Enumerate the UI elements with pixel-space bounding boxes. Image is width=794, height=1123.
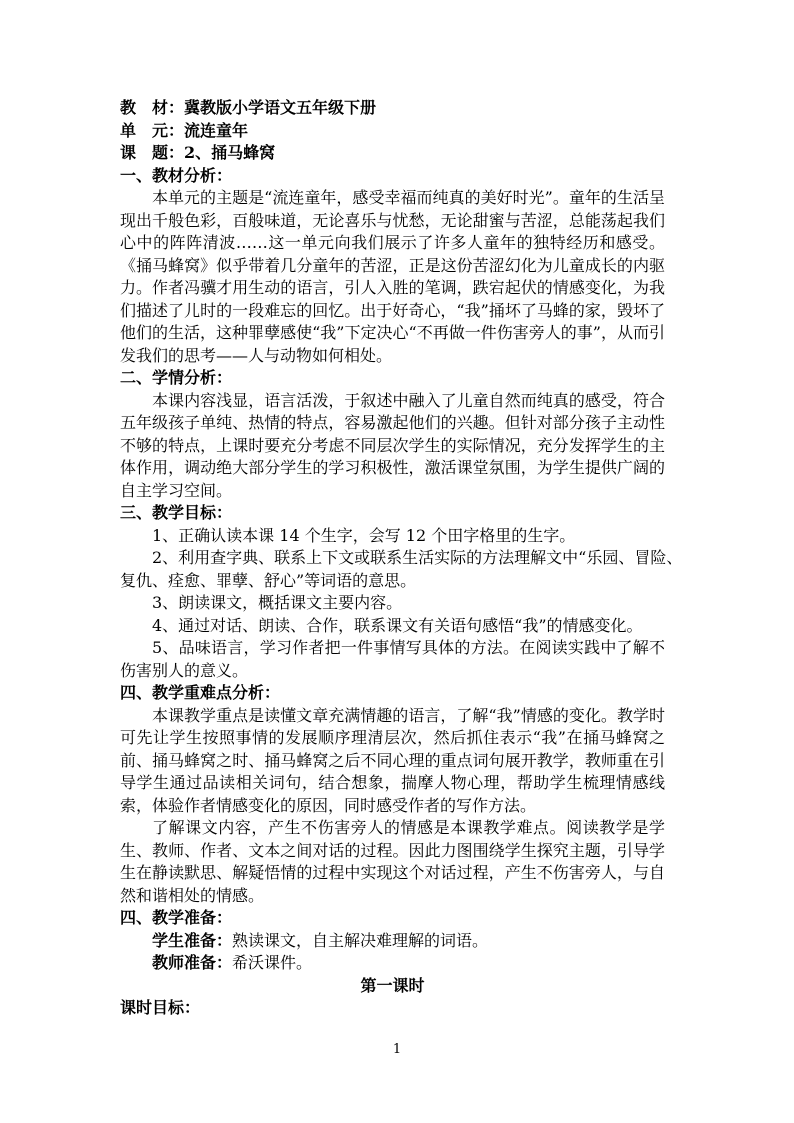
key-points-paragraph: 本课教学重点是读懂文章充满情趣的语言，了解“我”情感的变化。教学时可先让学生按照事情的发展顺序理清层次，然后抓住表示“我”在捅马蜂窝之前、捅马蜂窝之时、捅马蜂窝之后不同心理的重点词句展开教学，教师重在引导学生通过品读相关词句，结合想象，揣摩人物心理，帮助学生梳理情感线索，体验作者情感变化的原因，同时感受作者的写作方法。 [120, 705, 665, 815]
section-title-preparation: 四、教学准备： [120, 908, 233, 927]
section-title-analysis: 一、教材分析： [120, 165, 233, 185]
meta-lesson [120, 142, 665, 165]
period-title: 第一课时 [360, 975, 425, 995]
period-goals-title: 课时目标： [120, 998, 201, 1017]
analysis-paragraph: 本单元的主题是“流连童年，感受幸福而纯真的美好时光”。童年的生活呈现出千般色彩，百般味道，无论喜乐与忧愁，无论甜蜜与苦涩，总能荡起我们心中的阵阵清波……这一单元向我们展示了许多人童年的独特经历和感受。《捅马蜂窝》似乎带着几分童年的苦涩，正是这份苦涩幻化为儿童成长的内驱力。作者冯骥才用生动的语言，引人入胜的笔调，跌宕起伏的情感变化，为我们描述了儿时的一段难忘的回忆。出于好奇心，“我”捅坏了马蜂的家，毁坏了他们的生活，这种罪孽感使“我”下定决心“不再做一件伤害旁人的事”，从而引发我们的思考——人与动物如何相处。 [120, 188, 665, 365]
goal-item: 3、朗读课文，概括课文主要内容。 [152, 593, 403, 612]
meta-lesson-label: 课 题： [120, 143, 185, 162]
meta-unit-value: 流连童年 [184, 120, 249, 140]
prep-teacher-label: 教师准备： [152, 953, 233, 972]
section-title-goals: 三、教学目标： [120, 503, 233, 522]
prep-teacher-text: 希沃课件。 [232, 953, 313, 972]
page-number: 1 [392, 1042, 402, 1057]
meta-textbook [120, 97, 665, 120]
meta-textbook-value: 冀教版小学语文五年级下册 [184, 98, 377, 117]
prep-teacher [120, 952, 665, 975]
meta-unit-label: 单 元： [120, 120, 185, 140]
goal-item-continued: 复仇、痊愈、罪孽、舒心”等词语的意思。 [120, 570, 417, 590]
goal-item: 5、品味语言，学习作者把一件事情写具体的方法。在阅读实践中了解不伤害别人的意义。 [120, 638, 665, 680]
section-title-key-points: 四、教学重难点分析： [120, 683, 281, 702]
goal-item: 4、通过对话、朗读、合作，联系课文有关语句感悟“我”的情感变化。 [152, 615, 643, 635]
difficulty-paragraph: 了解课文内容，产生不伤害旁人的情感是本课教学难点。阅读教学是学生、教师、作者、文本之间对话的过程。因此力图围绕学生探究主题，引导学生在静读默思、解疑悟情的过程中实现这个对话过程，产生不伤害旁人，与自然和谐相处的情感。 [120, 818, 665, 905]
meta-lesson-value: 2、捅马蜂窝 [184, 143, 276, 162]
goal-item: 1、正确认读本课 14 个生字，会写 12 个田字格里的生字。 [152, 525, 576, 545]
prep-student-text: 熟读课文，自主解决难理解的词语。 [232, 930, 489, 950]
section-title-students: 二、学情分析： [120, 368, 233, 387]
document-body [120, 97, 683, 1020]
meta-textbook-label: 教 材： [120, 98, 185, 117]
prep-student [120, 930, 665, 953]
goal-item: 2、利用查字典、联系上下文或联系生活实际的方法理解文中“乐园、冒险、 [152, 548, 683, 567]
meta-unit [120, 120, 665, 143]
students-paragraph: 本课内容浅显，语言活泼，于叙述中融入了儿童自然而纯真的感受，符合五年级孩子单纯、热情的特点，容易激起他们的兴趣。但针对部分孩子主动性不够的特点，上课时要充分考虑不同层次学生的实际情况，充分发挥学生的主体作用，调动绝大部分学生的学习积极性，激活课堂氛围，为学生提供广阔的自主学习空间。 [120, 390, 665, 500]
prep-student-label: 学生准备： [152, 930, 233, 950]
